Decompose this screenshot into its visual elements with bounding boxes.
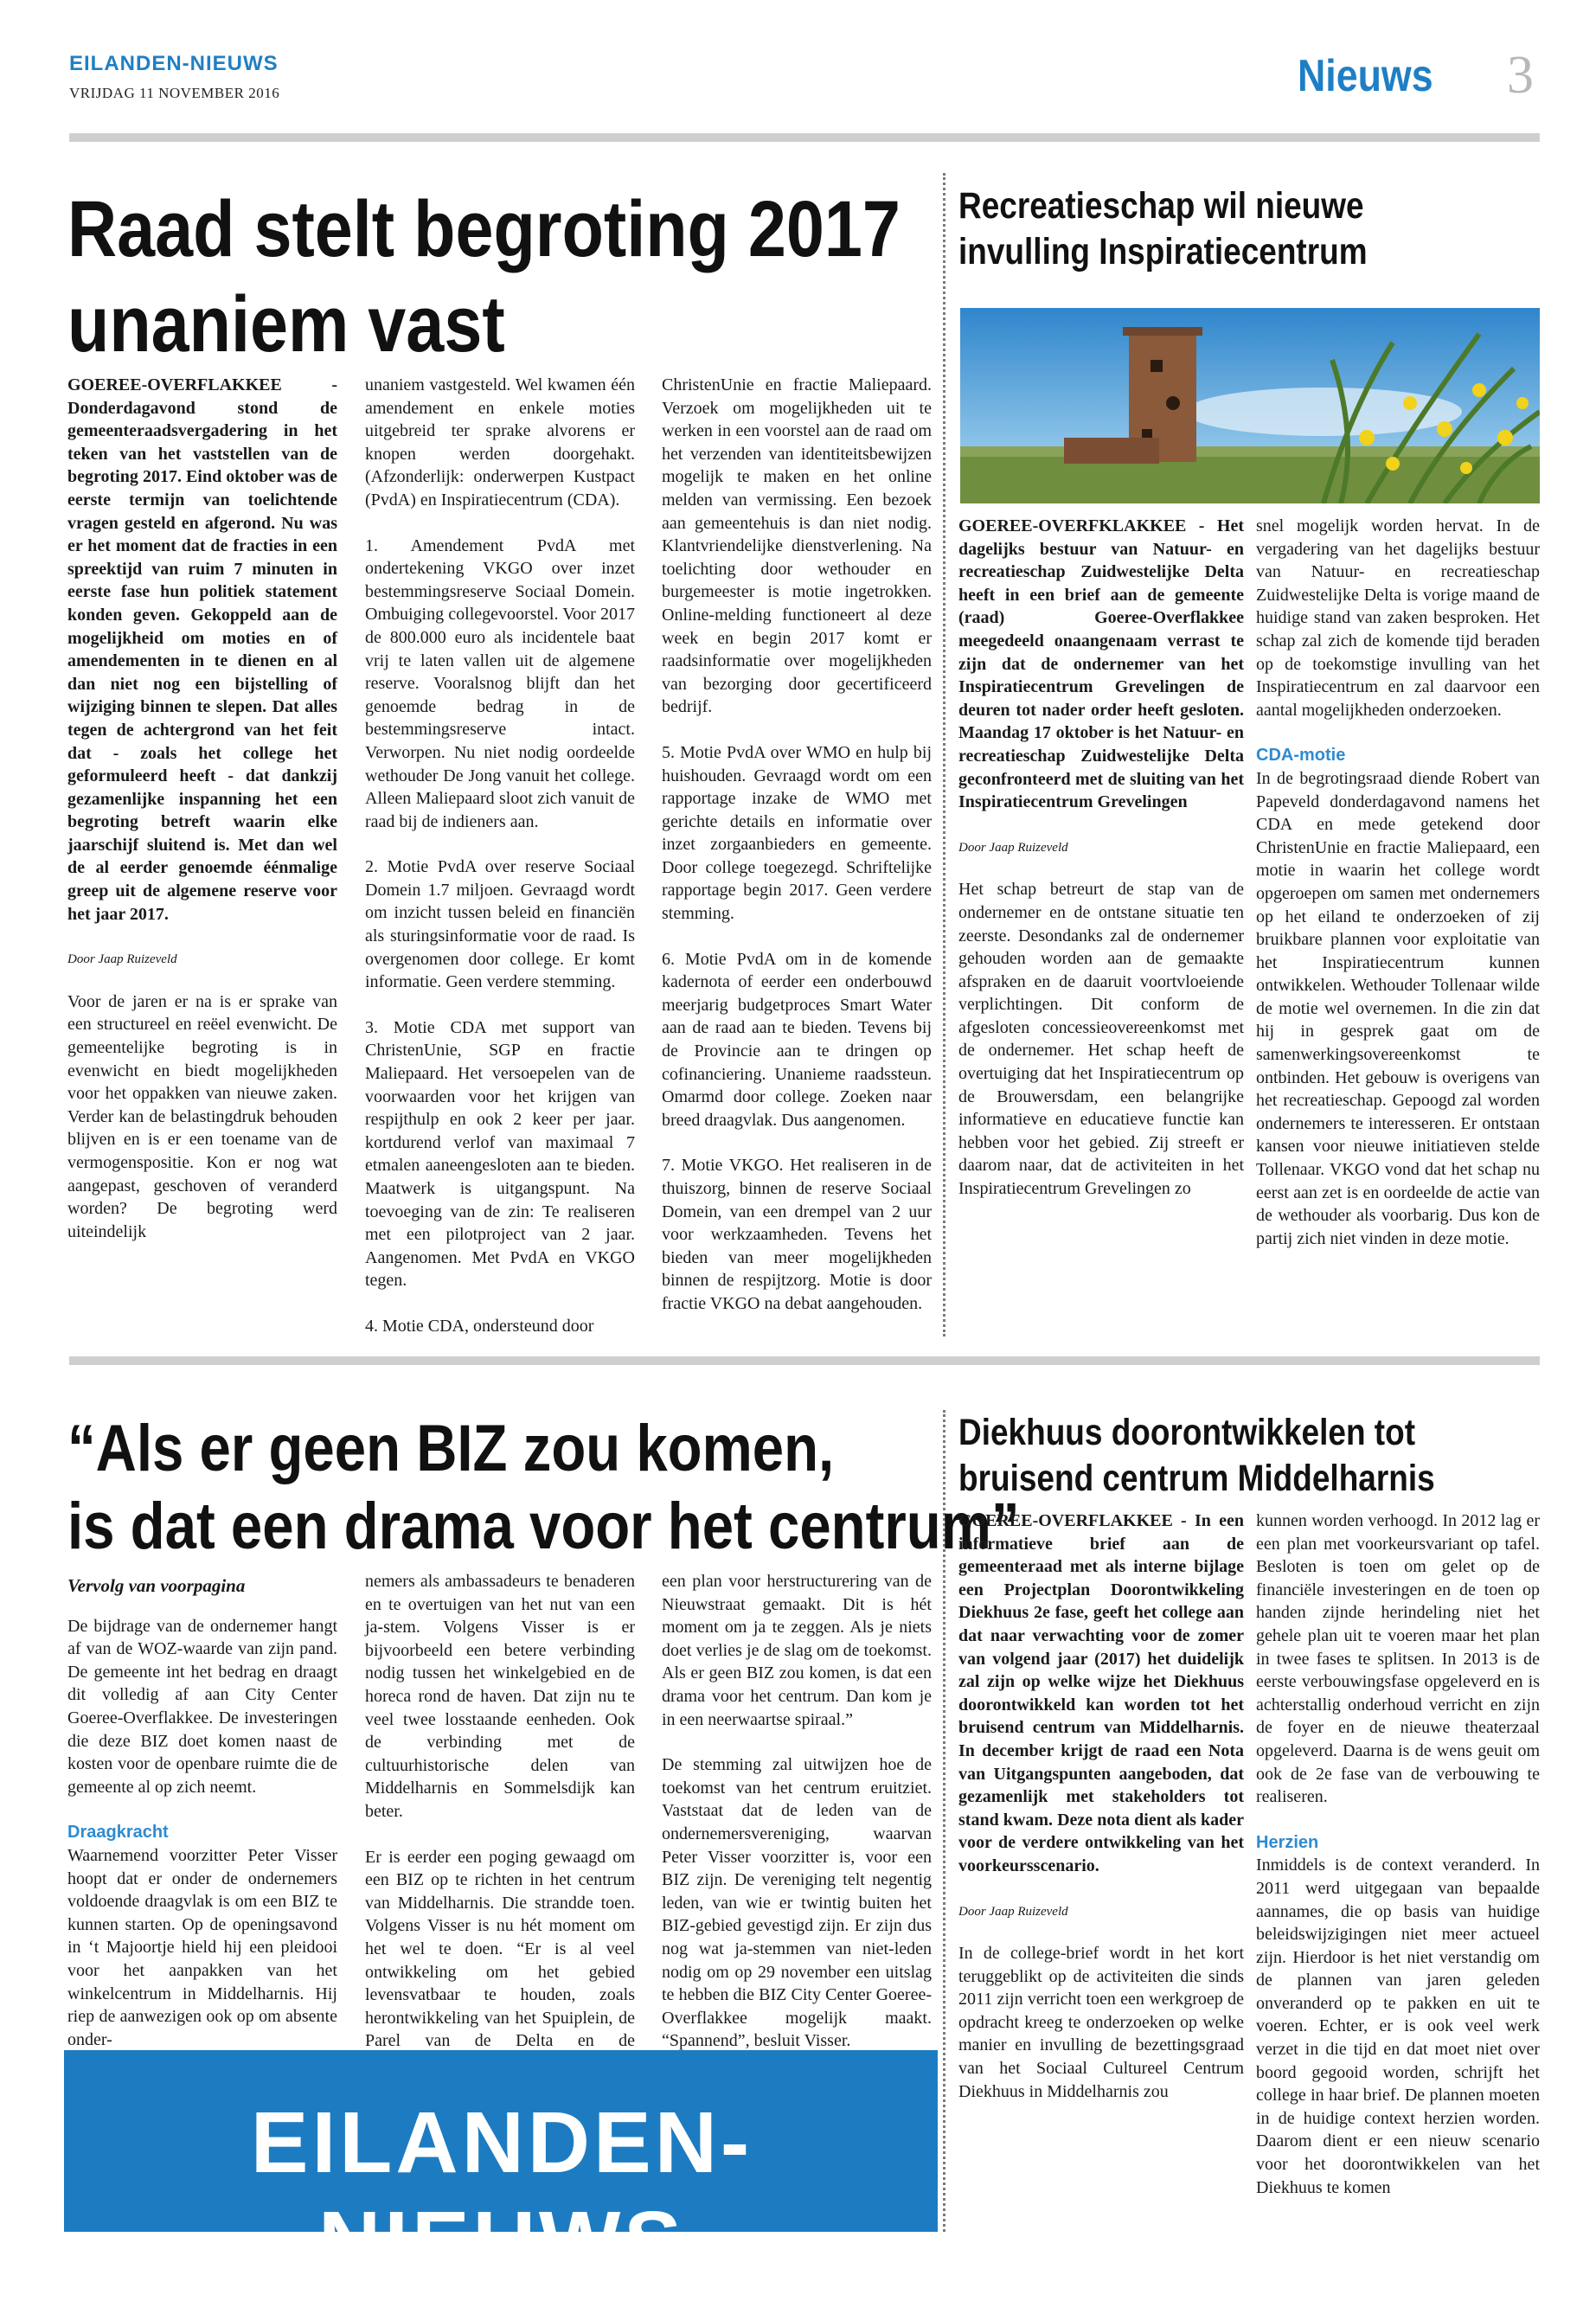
headline-line: is dat een drama voor het centrum”	[67, 1490, 1020, 1563]
paragraph: 4. Motie CDA, ondersteund door	[365, 1316, 594, 1336]
article-biz-col3	[662, 1570, 932, 2053]
article-biz-col2	[365, 1570, 635, 2099]
kicker: Vervolg van voorpagina	[67, 1575, 246, 1596]
page-number: 3	[1507, 46, 1534, 105]
paragraph: 7. Motie VKGO. Het realiseren in de thuiszorg, binnen de reserve Sociaal Domein, van een drempel van 2 uur voor werkzaamheden. Tevens het bieden van meer mogelijkheden binnen de respijtzorg. Motie is door fractie VKGO na debat aangehouden.	[662, 1156, 932, 1313]
masthead-logo: EILANDEN-NIEUWS	[69, 52, 279, 75]
paragraph: 1. Amendement PvdA met ondertekening VKGO over inzet bestemmingsreserve Sociaal Domein. Ombuiging collegevoorstel. Voor 2017 de 800.000 euro als incidentele baat vrij te laten vallen uit de algemene reserve. Vooralsnog blijft dan het genoemde bedrag in de bestemmingsreserve intact. Verworpen. Nu niet nodig oordeelde wethouder De Jong vanuit het college. Alleen Maliepaard sloot zich vanuit de raad bij de indieners aan.	[365, 535, 635, 831]
subheading: Draagkracht	[67, 1823, 169, 1843]
article-recreatieschap-col2	[1256, 515, 1540, 1250]
byline: Door Jaap Ruizeveld	[958, 840, 1068, 855]
article-biz-col1	[67, 1574, 337, 2051]
paragraph: een plan voor herstructurering van de Nieuwstraat gemaakt. Dit is hét moment om ja te zeggen. Als je niets doet verlies je de slag om de toekomst. Als er geen BIZ zou komen, is dat een drama voor het centrum. Dan kom je in een neerwaartse spiraal.”	[662, 1572, 932, 1729]
article-diekhuus-col1	[958, 1509, 1244, 2103]
paragraph: De stemming zal uitwijzen hoe de toekomst van het centrum eruitziet. Vaststaat dat de leden van de ondernemersvereniging, waarvan Peter Visser voorzitter is, voor een BIZ zijn. De vereniging telt negentig leden, van wie er twintig buiten het BIZ-gebied gevestigd zijn. Er zijn dus nog wat ja-stemmen van niet-leden nodig om op 29 november een uitslag te hebben die BIZ City Center Goeree-Overflakkee mogelijk maakt. “Spannend”, besluit Visser.	[662, 1755, 932, 2051]
paragraph: Waarnemend voorzitter Peter Visser hoopt dat er onder de ondernemers voldoende draagvlak is om een BIZ te kunnen starten. Op de openingsavond in ‘t Majoortje hield hij een pleidooi voor het aanpakken van het winkelcentrum in Middelharnis. Hij riep de aanwezigen ook op om absente onder-	[67, 1845, 337, 2049]
headline-line: Diekhuus doorontwikkelen tot	[958, 1412, 1416, 1453]
section-title: Nieuws	[1298, 51, 1433, 101]
paragraph: Voor de jaren er na is er sprake van een structureel en reëel evenwicht. De gemeentelijke begroting is in evenwicht en biedt mogelijkheden voor het oppakken van nieuwe zaken. Verder kan de belastingdruk behouden blijven en is er een toename van de vermogenspositie. Kon er nog wat aangepast, geschoven of veranderd worden? De begroting werd uiteindelijk	[67, 991, 337, 1241]
article-begroting-col1	[67, 374, 337, 1243]
article-begroting-col2	[365, 374, 635, 1338]
article-lead: GOEREE-OVERFLAKKEE - In een informatieve brief aan de gemeenteraad met als interne bijlage een Projectplan Doorontwikkeling Diekhuus 2e fase, geeft het college aan dat naar verwachting voor de zomer van volgend jaar (2017) het duidelijk zal zijn op welke wijze het Diekhuus doorontwikkeld kan worden tot het bruisend centrum van Middelharnis. In december krijgt de raad een Nota van Uitgangspunten aangeboden, dat gezamenlijk met stakeholders tot stand kwam. Deze nota dient als kader voor de verdere ontwikkeling van het voorkeursscenario.	[958, 1511, 1244, 1875]
paragraph: Er is eerder een poging gewaagd om een BIZ op te richten in het centrum van Middelharnis. Die strandde toen. Volgens Visser is nu hét moment om het wel te doen. “Er is al veel ontwikkeling om het gebied levensvatbaar te houden, zoals herontwikkeling van het Spuiplein, de Parel van de Delta en de	[365, 1847, 635, 2051]
article-diekhuus-col2	[1256, 1509, 1540, 2199]
paragraph: kunnen worden verhoogd. In 2012 lag er een plan met voorkeursvariant op tafel. Besloten is toen om gelet op de financiële investeringen en de toen op handen zijnde herindeling niet het gehele plan uit te voeren maar het plan in twee fases te splitsen. In 2013 is de eerste verbouwingsfase opgeleverd en is achterstallig onderhoud verricht en zijn de foyer en de nieuwe theaterzaal opgeleverd. Daarna is de wens geuit om ook de 2e fase van de verbouwing te realiseren.	[1256, 1511, 1540, 1807]
inspiratiecentrum-photo	[960, 308, 1540, 503]
photo-landscape	[960, 308, 1540, 503]
headline-line: “Als er geen BIZ zou komen,	[67, 1412, 835, 1485]
paragraph: Het schap betreurt de stap van de ondernemer en de ontstane situatie ten zeerste. Desondanks zal de ondernemer gehouden worden aan de gemaakte afspraken en de daaruit voortvloeiende verplichtingen. Dit conform de afgesloten concessieovereenkomst met de ondernemer. Het schap heeft de overtuiging dat het Inspiratiecentrum op de Brouwersdam, een belangrijke informatieve en educatieve functie kan hebben voor het gebied. Zij streeft er daarom naar, dat de activiteiten in het Inspiratiecentrum Grevelingen zo	[958, 880, 1244, 1199]
paragraph: Inmiddels is de context veranderd. In 2011 werd uitgegaan van bepaalde aannames, die op basis van huidige beleidswijzigingen niet meer actueel zijn. Hierdoor is het niet verstandig om de plannen van jaren geleden onveranderd op te pakken en uit te voeren. Echter, er is ook veel werk verzet in die tijd en dat moet niet over boord gegooid worden, schrijft het college in haar brief. De plannen moeten in de huidige context herzien worden. Daarom dient er een nieuw scenario voor het doorontwikkelen van het Diekhuus te komen	[1256, 1856, 1540, 2197]
subheading: Herzien	[1256, 1832, 1319, 1852]
article-diekhuus-headline	[958, 1410, 1547, 1502]
article-begroting-headline	[67, 182, 915, 372]
article-begroting-col3	[662, 374, 932, 1316]
article-recreatieschap-headline	[958, 183, 1547, 275]
paragraph: De bijdrage van de ondernemer hangt af van de WOZ-waarde van zijn pand. De gemeente int het bedrag en draagt dit volledig af aan City Center Goeree-Overflakkee. De investeringen die deze BIZ doet komen naast de kosten voor de openbare ruimte die de gemeente al op zich neemt.	[67, 1616, 337, 1797]
byline: Door Jaap Ruizeveld	[958, 1904, 1068, 1919]
paragraph: In de college-brief wordt in het kort teruggeblikt op de activiteiten die sinds 2011 zijn verricht toen een werkgroep de opdracht kreeg te onderzoeken op welke manier en invulling de bezettingsgraad van het Sociaal Cultureel Centrum Diekhuus in Middelharnis zou	[958, 1944, 1244, 2101]
article-biz-headline	[67, 1410, 1020, 1566]
headline-line: unaniem vast	[67, 280, 505, 369]
middle-divider	[69, 1356, 1540, 1365]
headline-line: Recreatieschap wil nieuwe	[958, 185, 1364, 227]
paragraph: 2. Motie PvdA over reserve Sociaal Domein 1.7 miljoen. Gevraagd wordt om inzicht tussen beleid en financiën als sturingsinformatie voor de raad. Is overgenomen door college. Er komt informatie. Geen verdere stemming.	[365, 857, 635, 992]
article-recreatieschap-col1	[958, 515, 1244, 1201]
article-lead: GOEREE-OVERFKLAKKEE - Het dagelijks bestuur van Natuur- en recreatieschap Zuidwestelijke Delta heeft in een brief aan de gemeente (raad) Goeree-Overflakkee meegedeeld onaangenaam verrast te zijn dat de ondernemer van het Inspiratiecentrum Grevelingen de deuren tot nader order heeft gesloten. Maandag 17 oktober is het Natuur- en recreatieschap Zuidwestelijke Delta geconfronteerd met de sluiting van het Inspiratiecentrum Grevelingen	[958, 516, 1244, 812]
banner-logo-text: EILANDEN-NIEUWS	[250, 2094, 753, 2291]
paragraph: In de begrotingsraad diende Robert van Papeveld donderdagavond namens het CDA en mede getekend door ChristenUnie en fractie Maliepaard, een motie in waarin het college wordt opgeroepen om samen met ondernemers op het eiland te onderzoeken of zij bruikbare plannen voor exploitatie van het Inspiratiecentrum kunnen ontwikkelen. Wethouder Tollenaar wilde de motie wel overnemen. In die zin dat hij in gesprek gaat om de samenwerkingsovereenkomst te ontbinden. Het gebouw is overigens van het recreatieschap. Gepoogd zal worden ondernemers te interesseren. Er ontstaan kansen voor nieuwe initiatieven stelde Tollenaar. VKGO vond dat het schap nu eerst aan zet is en oordeelde de actie van de wethouder als voorbarig. Dus kon de partij zich niet vinden in deze motie.	[1256, 768, 1540, 1248]
top-divider	[69, 133, 1540, 142]
article-lead: GOEREE-OVERFLAKKEE - Donderdagavond stond de gemeenteraadsvergadering in het teken van het vaststellen van de begroting 2017. Eind oktober was de eerste termijn van toelichtende vragen gesteld en afgerond. Nu was er het moment dat de fracties in een spreektijd van ruim 7 minuten in eerste fase hun politiek statement konden geven. Gekoppeld aan de mogelijkheid om moties en of amendementen in te dienen en al dan niet nog een bijstelling of wijziging binnen te slepen. Dat alles tegen de achtergrond van het feit dat - zoals het college het geformuleerd heeft - dat dankzij gezamenlijke inspanning het een begroting betreft waarin elke jaarschijf sluitend is. Met dan wel de al eerder genoemde éénmalige greep uit de algemene reserve voor het jaar 2017.	[67, 375, 337, 924]
paragraph: nemers als ambassadeurs te benaderen en te overtuigen van het nut van een ja-stem. Volgens Visser is er bijvoorbeeld een betere verbinding nodig tussen het winkelgebied en de horeca rond de haven. Dat zijn nu te veel twee losstaande eenheden. Ook de verbinding met de cultuurhistorische delen van Middelharnis en Sommelsdijk kan beter.	[365, 1572, 635, 1821]
paragraph: unaniem vastgesteld. Wel kwamen één amendement en enkele moties uitgebreid ter sprake alvorens er knopen werden doorgehakt. (Afzonderlijk: onderwerpen Kustpact (PvdA) en Inspiratiecentrum (CDA).	[365, 375, 635, 510]
paragraph: snel mogelijk worden hervat. In de vergadering van het dagelijks bestuur van Natuur- en recreatieschap Zuidwestelijke Delta is vorige maand de huidige stand van zaken besproken. Het schap zal zich de komende tijd beraden op de toekomstige invulling van het Inspiratiecentrum en zal daarvoor een aantal mogelijkheden onderzoeken.	[1256, 516, 1540, 720]
column-separator	[943, 173, 945, 1336]
subheading: CDA-motie	[1256, 746, 1346, 766]
headline-line: Raad stelt begroting 2017	[67, 185, 901, 273]
paragraph: 3. Motie CDA met support van ChristenUnie, SGP en fractie Maliepaard. Het versoepelen van de voorwaarden voor het krijgen van respijthulp en ook 2 keer per jaar. kortdurend verlof van maximaal 7 etmalen aaneengesloten aan te bieden. Maatwerk is uitgangspunt. Na toevoeging van de zin: Te realiseren met een pilotproject van 2 jaar. Aangenomen. Met PvdA en VKGO tegen.	[365, 1017, 635, 1291]
publication-date: VRIJDAG 11 NOVEMBER 2016	[69, 85, 280, 101]
paragraph: 6. Motie PvdA om in de komende kadernota of eerder een onderbouwd meerjarig budgetproces Smart Water aan de raad aan te bieden. Tevens bij de Provincie aan te dringen op cofinanciering. Unanieme raadssteun. Omarmd door college. Zoeken naar breed draagvlak. Dus aangenomen.	[662, 949, 932, 1130]
paragraph: 5. Motie PvdA over WMO en hulp bij huishouden. Gevraagd wordt om een rapportage inzake de WMO met gerichte details en informatie over inzet zorgaanbieders en gemeente. Door college toegezegd. Schriftelijke rapportage begin 2017. Geen verdere stemming.	[662, 742, 932, 924]
headline-line: invulling Inspiratiecentrum	[958, 231, 1368, 272]
headline-line: bruisend centrum Middelharnis	[958, 1458, 1435, 1499]
paragraph: ChristenUnie en fractie Maliepaard. Verzoek om mogelijkheden uit te werken in een voorstel aan de raad om het verzenden van identiteitsbewijzen mogelijk te maken en het online melden van vermissing. Een bezoek aan gemeentehuis is dan niet nodig. Klantvriendelijke dienstverlening. Na toelichting door wethouder en burgemeester is motie ingetrokken. Online-melding functioneert al deze week en begin 2017 komt er raadsinformatie over mogelijkheden van bezorging door gecertificeerd bedrijf.	[662, 375, 932, 717]
byline: Door Jaap Ruizeveld	[67, 952, 177, 967]
